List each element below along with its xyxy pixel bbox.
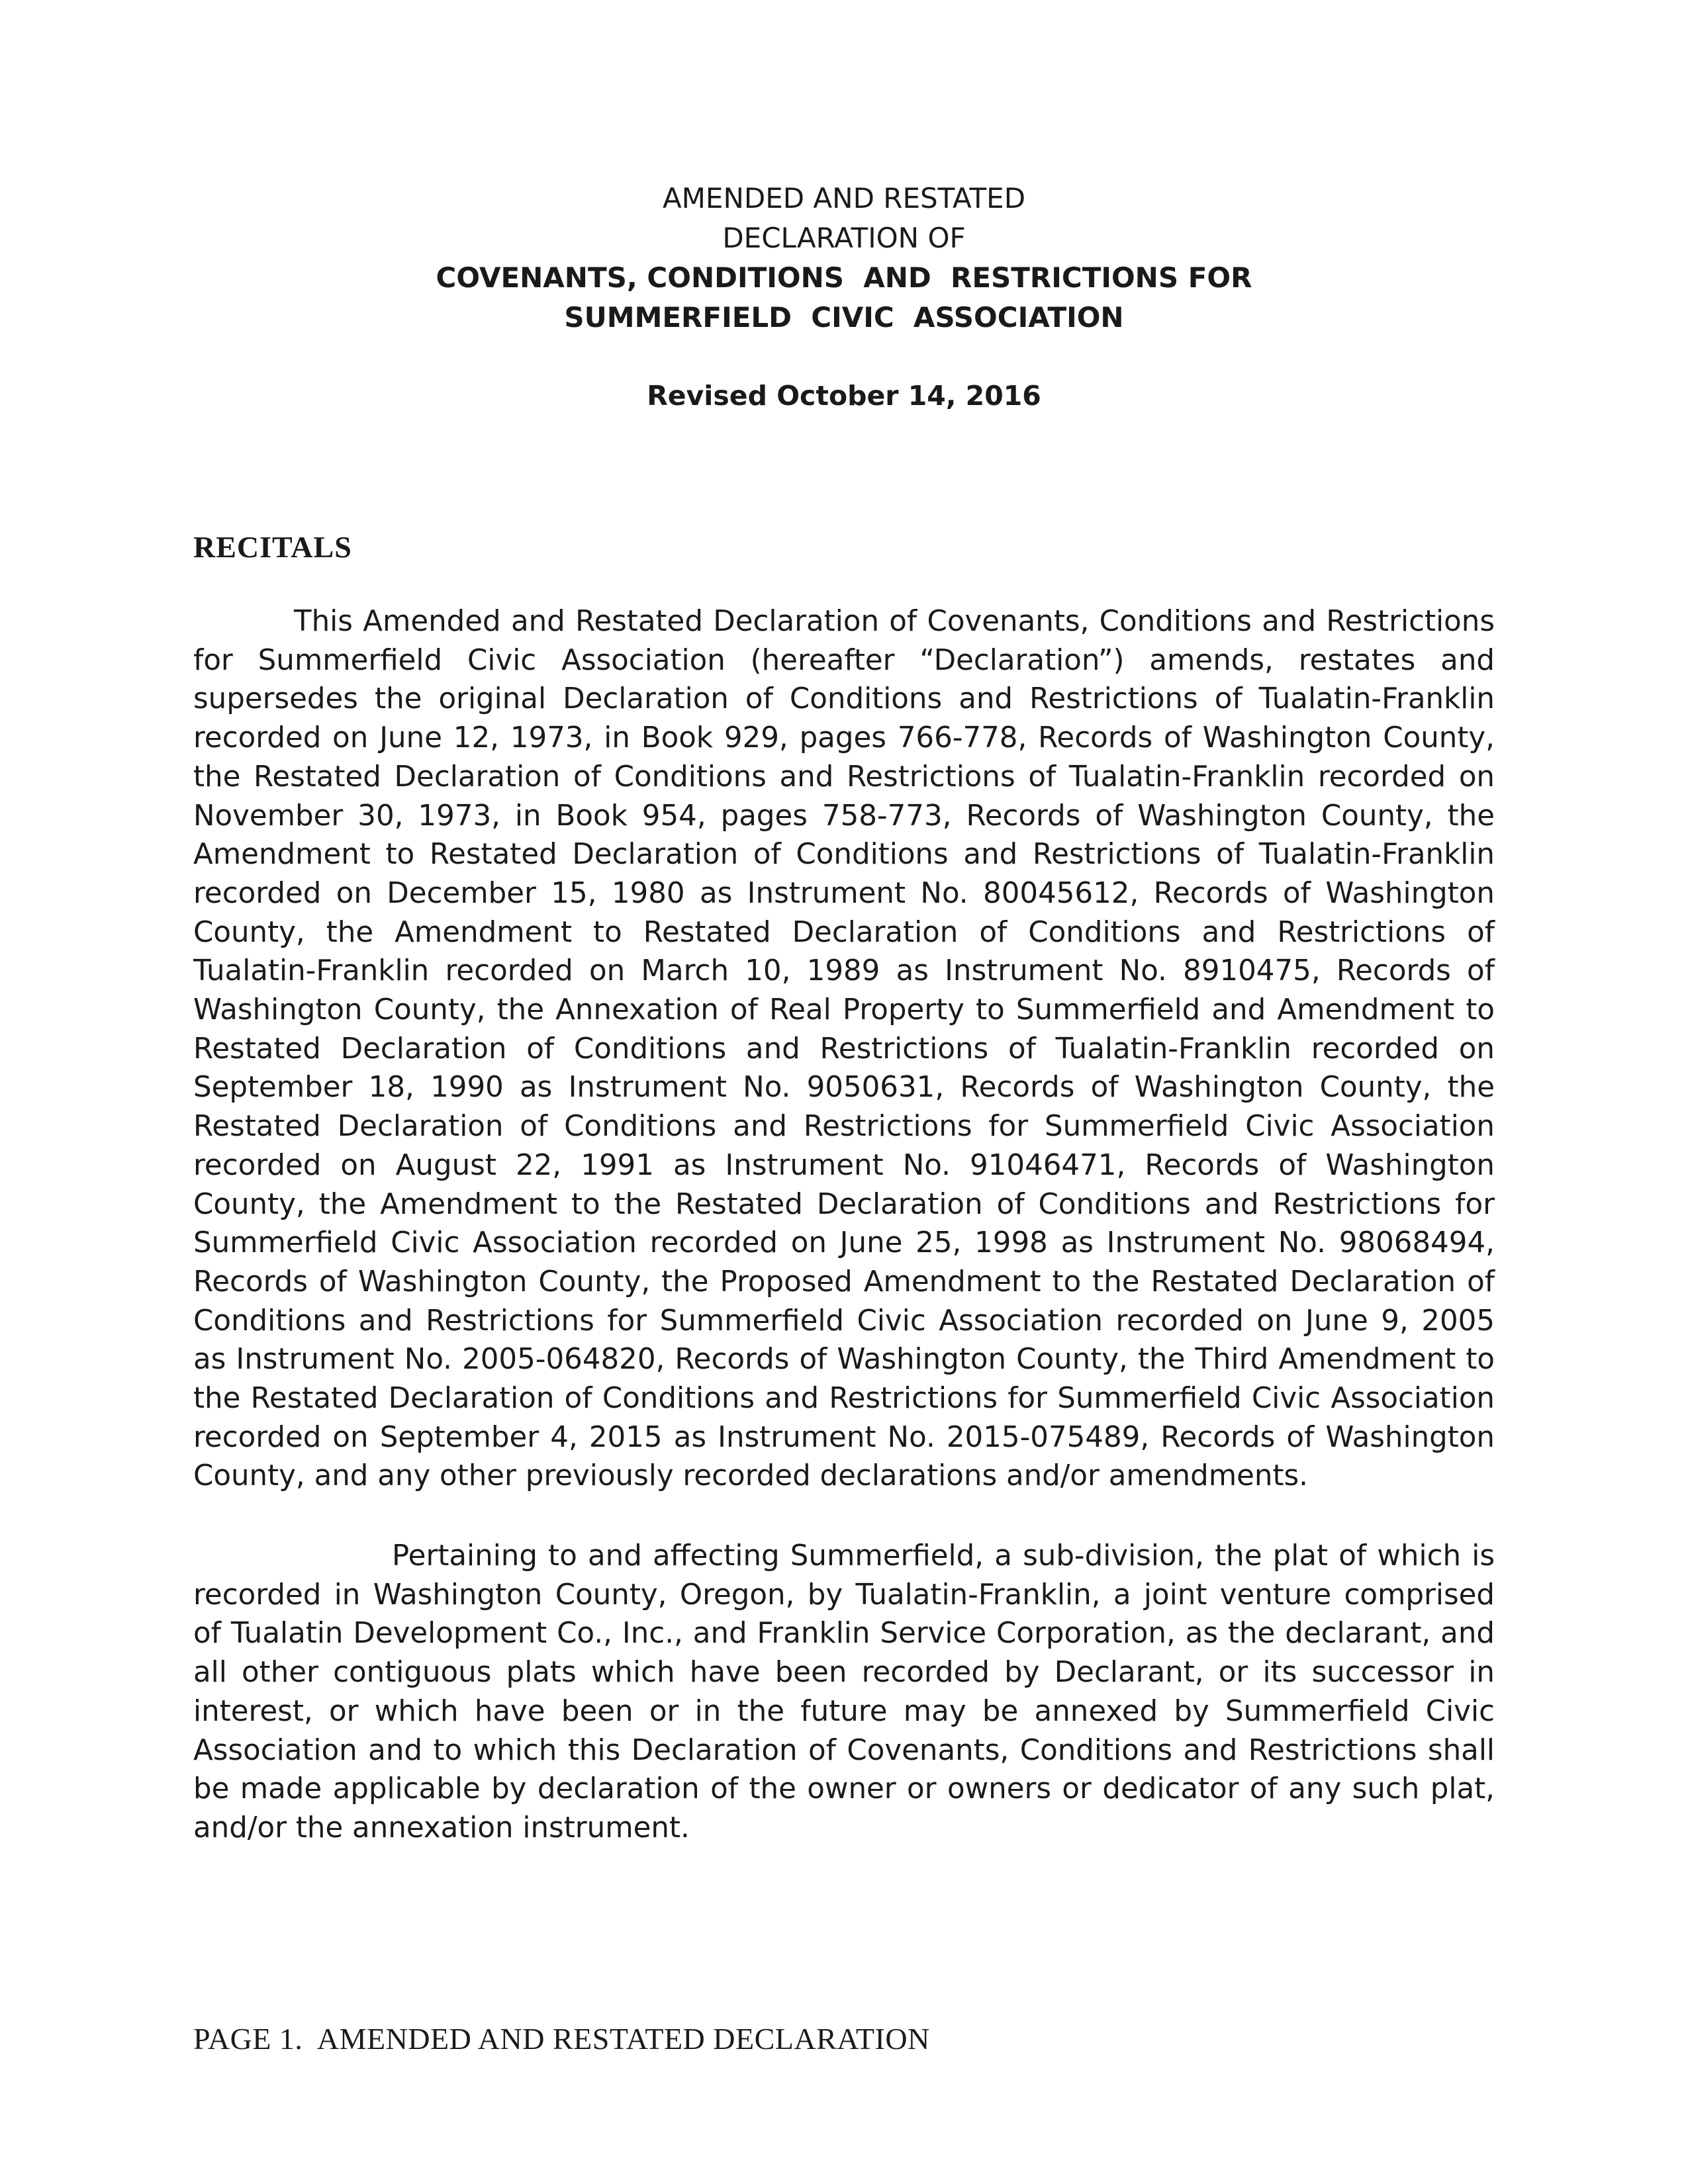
section-heading-recitals: RECITALS [193,530,352,564]
title-line-3: COVENANTS, CONDITIONS AND RESTRICTIONS FOR [436,261,1252,294]
revision-date: Revised October 14, 2016 [647,380,1041,412]
recitals-paragraph-2: Pertaining to and affecting Summerfield, a sub-division, the plat of which is recorded in Washington County, Oregon, by Tualatin-Franklin, a joint venture comprised of Tualatin Development Co., Inc., and Franklin Service Corporation, as the declarant, and all other contiguous plats which have been recorded by Declarant, or its successor in interest, or which have been or in the future may be annexed by Summerfield Civic Association and to which this Declaration of Covenants, Conditions and Restrictions shall be made applicable by declaration of the owner or owners or dedicator of any such plat, and/or the annexation instrument. [193,1539,1495,1844]
title-line-4: SUMMERFIELD CIVIC ASSOCIATION [564,301,1124,334]
page-footer: PAGE 1. AMENDED AND RESTATED DECLARATION [193,2022,930,2056]
title-line-2: DECLARATION OF [722,222,966,254]
title-line-1: AMENDED AND RESTATED [662,182,1026,214]
recitals-paragraph-1: This Amended and Restated Declaration of Covenants, Conditions and Restrictions for Summerfield Civic Association (hereafter “Declaration”) amends, restates and supersedes the original Declaration of Conditions and Restrictions of Tualatin-Franklin recorded on June 12, 1973, in Book 929, pages 766-778, Records of Washington County, the Restated Declaration of Conditions and Restrictions of Tualatin-Franklin recorded on November 30, 1973, in Book 954, pages 758-773, Records of Washington County, the Amendment to Restated Declaration of Conditions and Restrictions of Tualatin-Franklin recorded on December 15, 1980 as Instrument No. 80045612, Records of Washington County, the Amendment to Restated Declaration of Conditions and Restrictions of Tualatin-Franklin recorded on March 10, 1989 as Instrument No. 8910475, Records of Washington County, the Annexation of Real Property to Summerfield and Amendment to Restated Declaration of Conditions and Restrictions of Tualatin-Franklin recorded on September 18, 1990 as Instrument No. 9050631, Records of Washington County, the Restated Declaration of Conditions and Restrictions for Summerfield Civic Association recorded on August 22, 1991 as Instrument No. 91046471, Records of Washington County, the Amendment to the Restated Declaration of Conditions and Restrictions for Summerfield Civic Association recorded on June 25, 1998 as Instrument No. 98068494, Records of Washington County, the Proposed Amendment to the Restated Declaration of Conditions and Restrictions for Summerfield Civic Association recorded on June 9, 2005 as Instrument No. 2005-064820, Records of Washington County, the Third Amendment to the Restated Declaration of Conditions and Restrictions for Summerfield Civic Association recorded on September 4, 2015 as Instrument No. 2015-075489, Records of Washington County, and any other previously recorded declarations and/or amendments. [193,605,1495,1493]
document-title-block [0,179,1688,416]
